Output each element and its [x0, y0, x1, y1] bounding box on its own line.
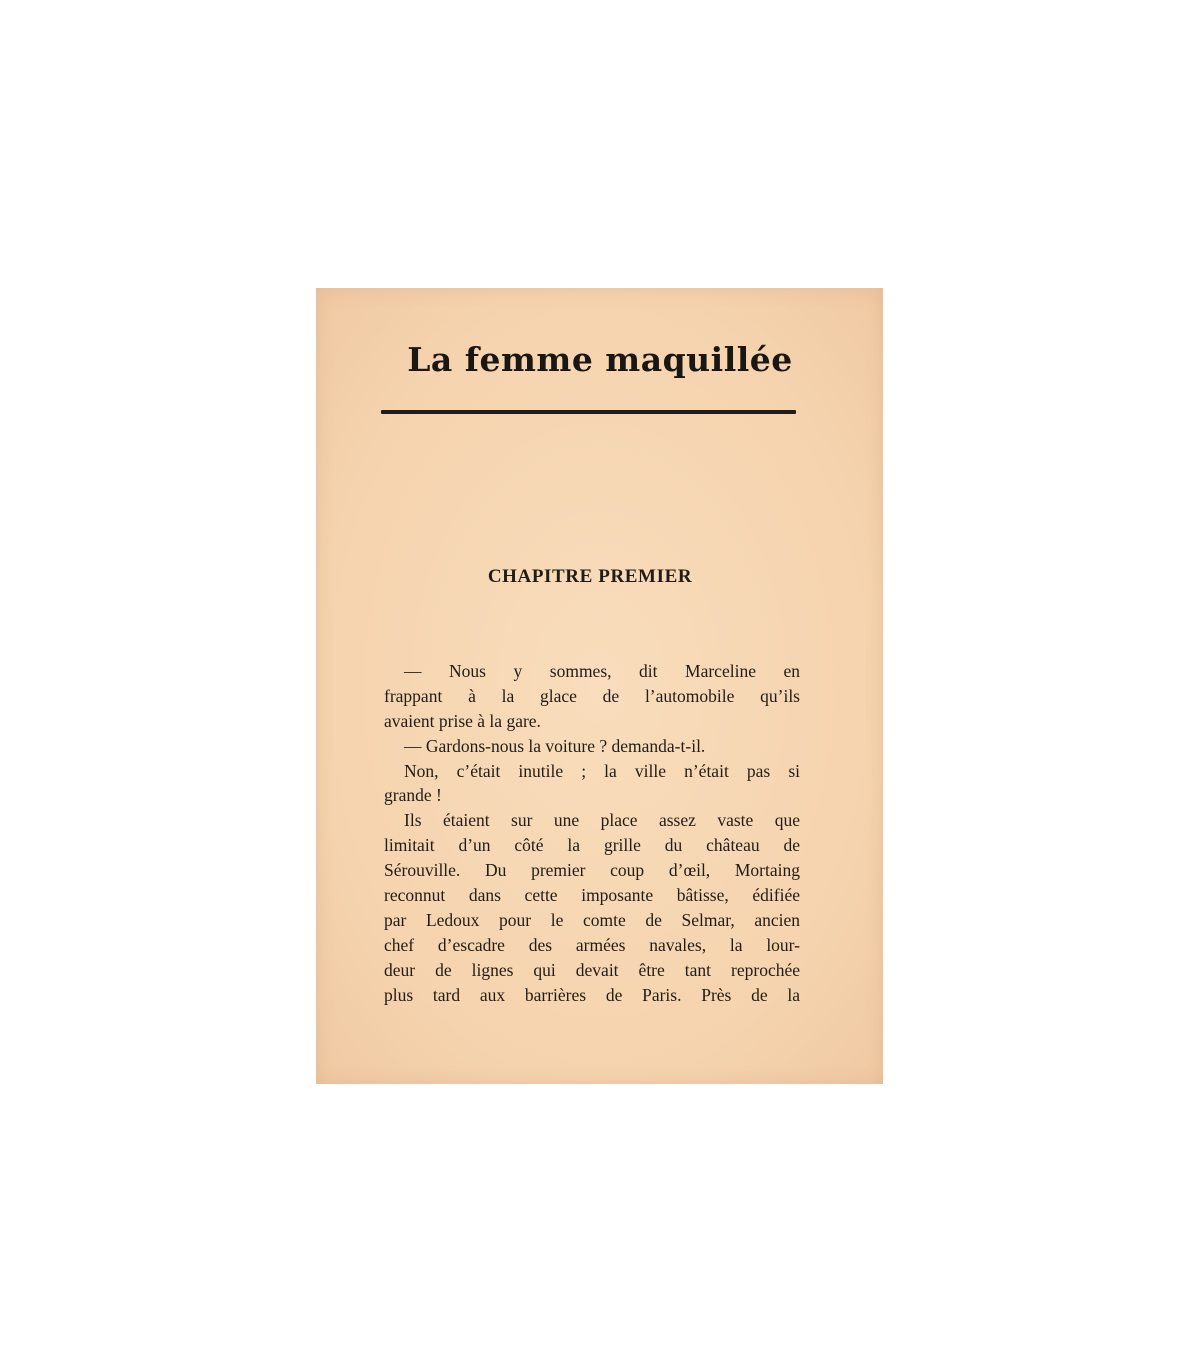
text-line: Non, c’était inutile ; la ville n’était pas si — [404, 760, 800, 781]
text-line: deur de lignes qui devait être tant reprochée — [384, 959, 800, 980]
text-line: reconnut dans cette imposante bâtisse, édifiée — [384, 885, 800, 906]
text-line: avaient prise à la gare. — [384, 710, 541, 731]
chapter-heading: CHAPITRE PREMIER — [487, 566, 693, 587]
text-line: grande ! — [384, 785, 442, 806]
chapter-text — [384, 659, 800, 1007]
text-line: — Gardons-nous la voiture ? demanda-t-il. — [404, 735, 706, 756]
text-line: — Nous y sommes, dit Marceline en — [404, 661, 800, 681]
text-line: limitait d’un côté la grille du château de — [384, 835, 800, 856]
text-line: chef d’escadre des armées navales, la lour- — [384, 934, 800, 955]
text-line: plus tard aux barrières de Paris. Près de la — [384, 984, 800, 1005]
text-line: frappant à la glace de l’automobile qu’ils — [384, 685, 800, 706]
book-title: La femme maquillée — [407, 340, 793, 379]
title-rule — [381, 410, 796, 414]
text-line: par Ledoux pour le comte de Selmar, ancien — [384, 909, 800, 930]
text-line: Sérouville. Du premier coup d’œil, Mortaing — [384, 860, 800, 881]
text-line: Ils étaient sur une place assez vaste que — [404, 810, 800, 831]
